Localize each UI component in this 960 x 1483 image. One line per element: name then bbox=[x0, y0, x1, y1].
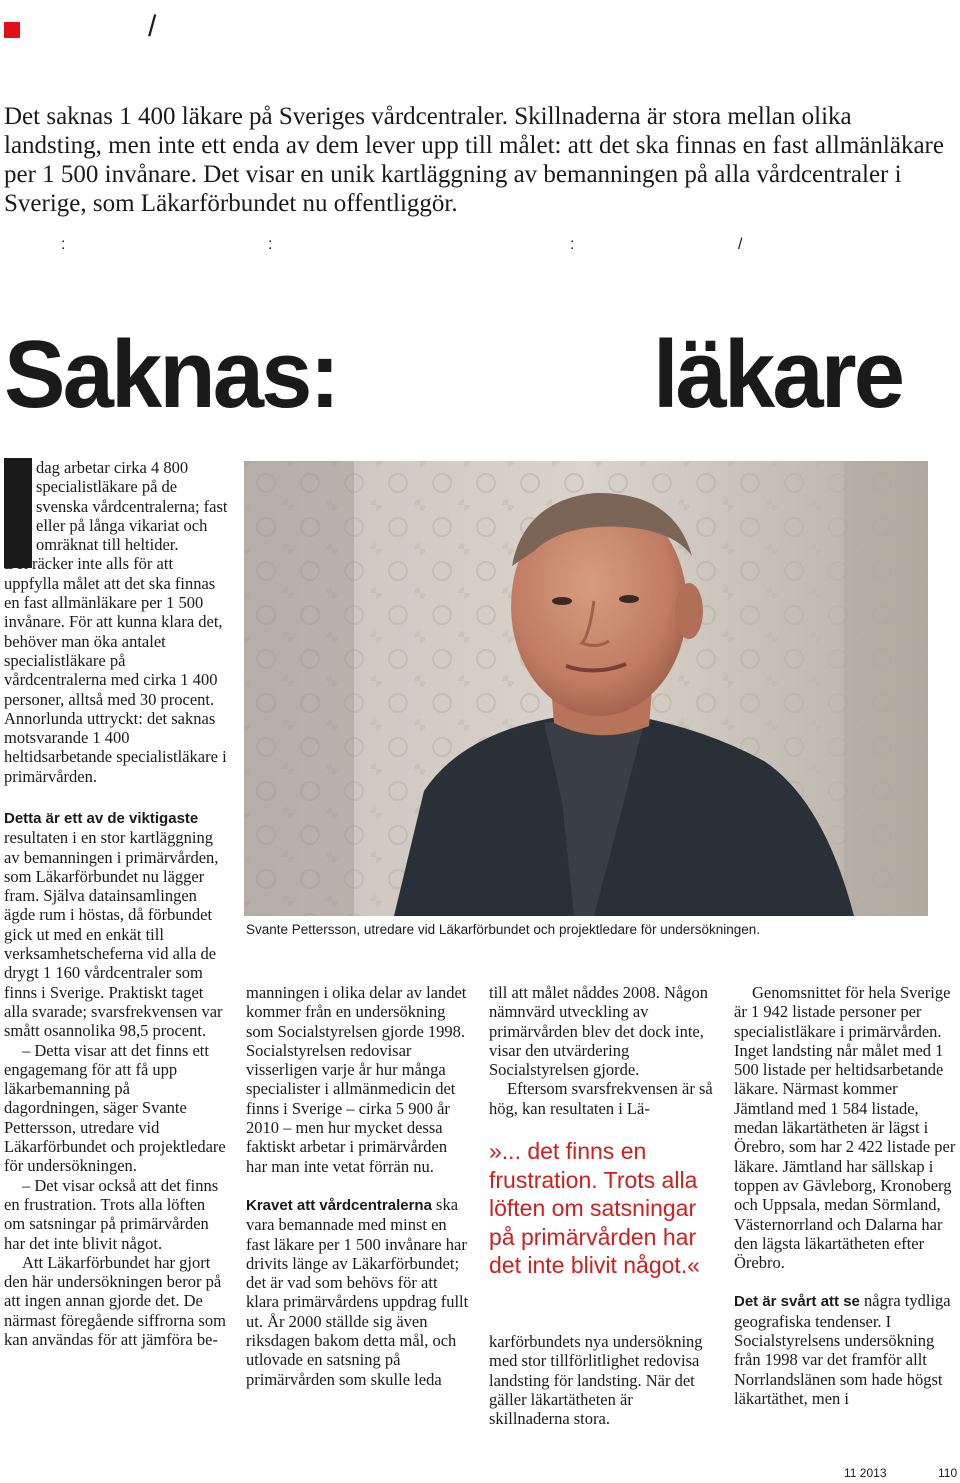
subhead: Det är svårt att se bbox=[734, 1293, 860, 1311]
body-text: karförbundets nya undersökning med stor tillförlitlighet redovisa landsting för landsting. När det gäller läkartätheten är skillnaderna stora. bbox=[489, 1332, 703, 1429]
body-text: Eftersom svarsfrekvensen är så hög, kan resultaten i Lä- bbox=[489, 1079, 713, 1118]
body-text: några tydliga geografiska tendenser. I Socialstyrelsens undersökning från 1998 var det framför allt Norrlandslänen som hade högst läkartäthet, men i bbox=[734, 1291, 951, 1408]
byline-separator: : bbox=[268, 236, 273, 253]
article-column-2 bbox=[246, 983, 470, 1389]
body-text: Att Läkarförbundet har gjort den här undersökningen beror på att ingen annan gjorde det. De närmast föregående siffrorna som kan användas för att jämföra be- bbox=[4, 1252, 226, 1350]
subhead: Detta är ett av de viktigaste bbox=[4, 810, 199, 827]
lead-paragraph bbox=[4, 458, 228, 786]
body-text: – Detta visar att det finns ett engagemang för att få upp läkarbemanning på dagordningen, säger Svante Pettersson, utredare vid Läkarförbundet och projektledare för undersökningen. bbox=[4, 1040, 226, 1176]
byline-separator: / bbox=[738, 236, 743, 253]
subhead: Kravet att vårdcentralerna bbox=[246, 1196, 432, 1214]
section-marker bbox=[4, 22, 20, 38]
photo-caption: Svante Pettersson, utredare vid Läkarförbundet och projektledare för undersökningen. bbox=[246, 922, 761, 937]
body-text: Genomsnittet för hela Sverige är 1 942 listade personer per specialistläkare i primärvården. Inget landsting når målet med 1 500 listade per heltidsarbetande läkare. Närmast kommer Jämtland med 1 584 listade, medan läkartätheten är lägst i Örebro, som har 2 422 listade per läkare. Jämtland har sällskap i toppen av Gävleborg, Kronoberg och Uppsala, medan Sörmland, Västernorrland och Dalarna har den lägsta läkartätheten efter Örebro. bbox=[734, 983, 956, 1273]
page-number: 110 bbox=[938, 1466, 958, 1480]
headline-word: Saknas: bbox=[4, 321, 338, 428]
section-slash: / bbox=[148, 10, 157, 43]
byline-separator: : bbox=[570, 236, 575, 253]
body-text: till att målet nåddes 2008. Någon nämnvärd utveckling av primärvården blev det dock inte, visar den utvärdering Socialstyrelsen gjorde. bbox=[489, 983, 709, 1080]
article-column-3 bbox=[489, 983, 714, 1118]
article-column-1 bbox=[4, 808, 228, 1349]
body-text: – Det visar också att det finns en frustration. Trots alla löften om satsningar på primärvården har det inte blivit något. bbox=[4, 1175, 219, 1253]
article-ingress: Det saknas 1 400 läkare på Sveriges vårdcentraler. Skillnaderna är stora mellan olika landsting, men inte ett enda av dem lever upp till målet: att det ska finnas en fast allmänläkare per 1 500 invånare. Det visar en unik kartläggning av bemanningen på alla vårdcentraler i Sverige, som Läkarförbundet nu offentliggör. bbox=[4, 103, 944, 217]
portrait-photo bbox=[244, 461, 928, 916]
lead-text: Det räcker inte alls för att uppfylla målet att det ska finnas en fast allmänläkare per 1 500 invånare. För att kunna klara det, behöver man öka antalet specialistläkare på vårdcentralerna med cirka 1 400 personer, alltså med 30 procent. Annorlunda uttryckt: det saknas motsvarande 1 400 heltidsarbetande specialistläkare i primärvården. bbox=[4, 554, 227, 786]
portrait-illustration bbox=[244, 461, 928, 916]
body-text: resultaten i en stor kartläggning av bemanningen i primärvården, som Läkarförbundet nu lägger fram. Själva datainsamlingen ägde rum i höstas, då förbundet gick ut med en enkät till verksamhetscheferna vid alla de drygt 1 160 vårdcentraler som finns i Sverige. Praktiskt taget alla svarade; svarsfrekvensen var smått osannolika 98,5 procent. bbox=[4, 828, 223, 1041]
lead-text: dag arbetar cirka 4 800 specialistläkare på de svenska vårdcentralerna; fast eller på långa vikariat och omräknat till heltider. bbox=[36, 458, 228, 555]
body-text: manningen i olika delar av landet kommer från en undersökning som Socialstyrelsen gjorde 1998. Socialstyrelsen redovisar visserligen varje år hur många specialister i allmänmedicin det finns i Sverige – cirka 5 900 år 2010 – men hur mycket dessa faktiskt arbetar i primärvården har man inte vetat förrän nu. bbox=[246, 983, 467, 1176]
article-headline bbox=[4, 320, 906, 430]
body-text: ska vara bemannade med minst en fast läkare per 1 500 invånare har drivits länge av Läkarförbundet; det är vad som behövs för att klara primärvårdens uppdrag fullt ut. År 2000 ställde sig även riksdagen bakom detta mål, och utlovade en satsning på primärvården som skulle leda bbox=[246, 1194, 469, 1389]
pull-quote: »... det finns en frustration. Trots alla löften om satsningar på primärvården har det inte blivit något.« bbox=[489, 1138, 700, 1278]
issue-number: 11 2013 bbox=[844, 1466, 887, 1480]
byline-separator: : bbox=[61, 236, 66, 253]
article-column-4 bbox=[734, 983, 956, 1408]
article-column-3-cont bbox=[489, 1332, 714, 1428]
headline-word: läkare bbox=[652, 321, 903, 428]
